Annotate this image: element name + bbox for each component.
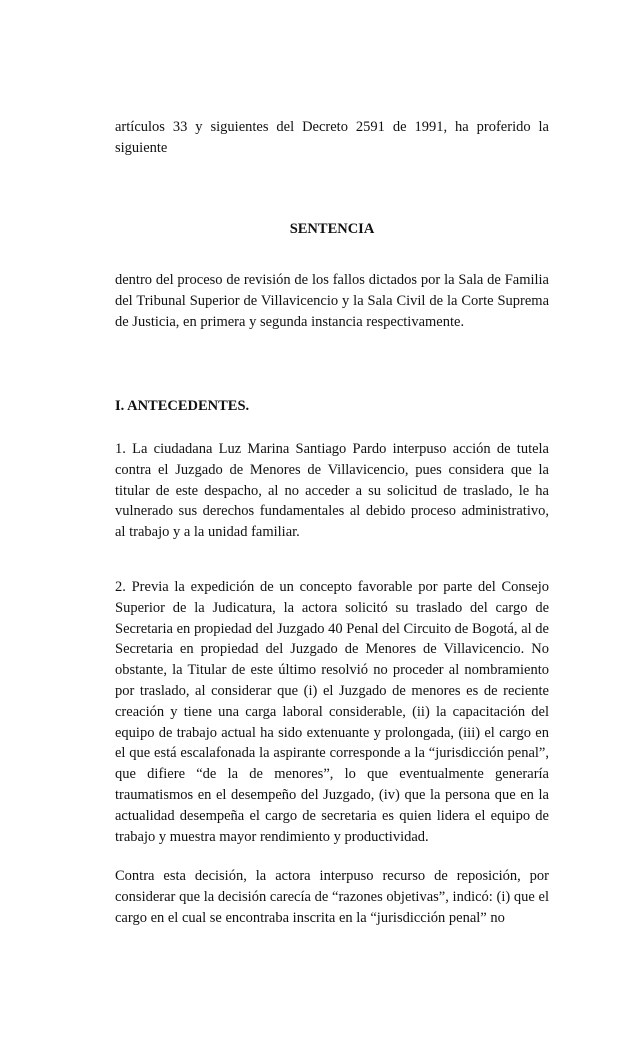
intro-paragraph: artículos 33 y siguientes del Decreto 2591 de 1991, ha proferido la siguiente [115,119,549,156]
paragraph-1: 1. La ciudadana Luz Marina Santiago Pardo interpuso acción de tutela contra el Juzgado de Menores de Villavicencio, pues considera que la titular de este despacho, al no acceder a su solicitud de traslado, le ha vulnerado sus derechos fundamentales al debido proceso administrativo, al trabajo y a la unidad familiar. [115,441,549,541]
document-title: SENTENCIA [289,221,375,237]
paragraph-contra: Contra esta decisión, la actora interpuso recurso de reposición, por considerar que la decisión carecía de “razones objetivas”, indicó: (i) que el cargo en el cual se encontraba inscrita en la “jurisdicción penal” no [115,868,549,926]
paragraph-2: 2. Previa la expedición de un concepto favorable por parte del Consejo Superior de la Judicatura, la actora solicitó su traslado del cargo de Secretaria en propiedad del Juzgado 40 Penal del Circuito de Bogotá, al de Secretaria en propiedad del Juzgado de Menores de Villavicencio. No obstante, la Titular de este último resolvió no proceder al nombramiento por traslado, al considerar que (i) el Juzgado de menores es de reciente creación y tiene una carga laboral considerable, (ii) la capacitación del equipo de trabajo actual ha sido extenuante y prolongada, (iii) el cargo en el que está escalafonada la aspirante corresponde a la “jurisdicción penal”, que difiere “de la de menores”, lo que eventualmente generaría traumatismos en el desempeño del Juzgado, (iv) que la persona que en la actualidad desempeña el cargo de secretaria es quien lidera el equipo de trabajo y muestra mayor rendimiento y productividad. [115,579,549,845]
section-heading-antecedentes: I. ANTECEDENTES. [115,398,250,414]
dentro-paragraph: dentro del proceso de revisión de los fallos dictados por la Sala de Familia del Tribunal Superior de Villavicencio y la Sala Civil de la Corte Suprema de Justicia, en primera y segunda instancia respectivamente. [115,272,549,330]
